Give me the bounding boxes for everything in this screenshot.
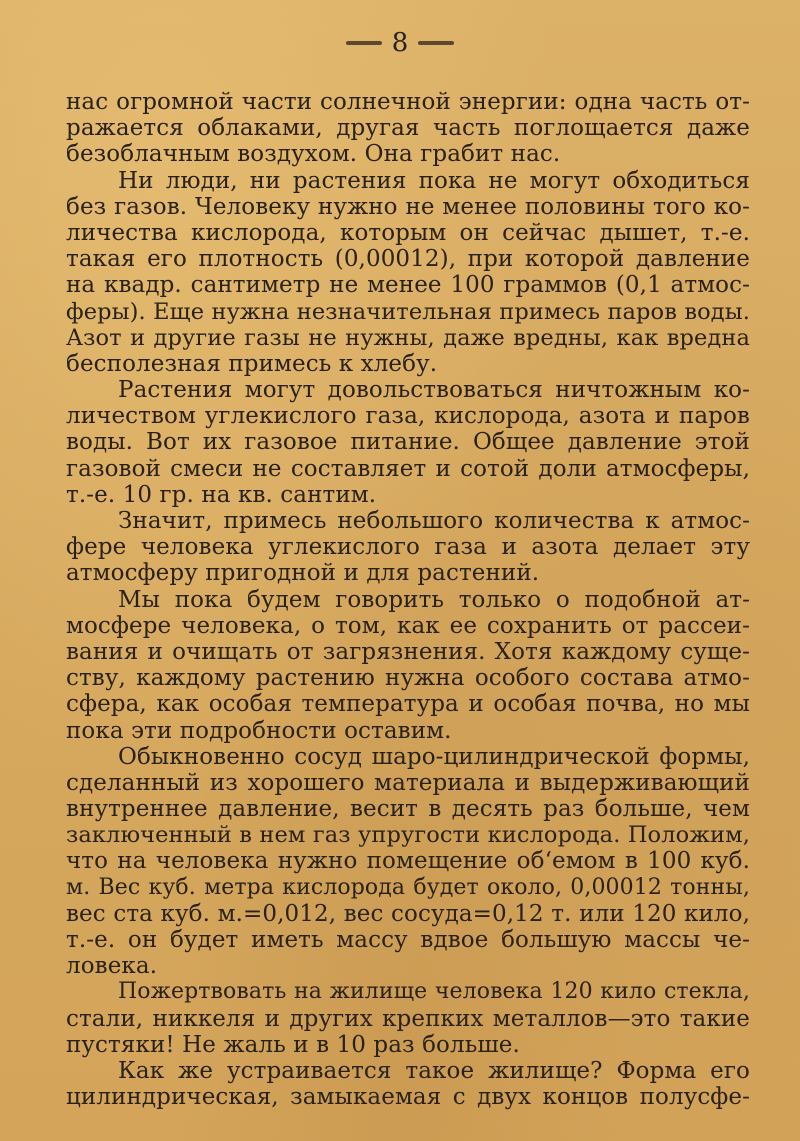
page-header	[0, 28, 800, 58]
text-line: Как же устраивается такое жилище? Форма его	[118, 1057, 750, 1084]
text-line: что на человека нужно помещение об‘емом в 100 куб.	[66, 848, 750, 875]
text-line: сделанный из хорошего материала и выдерживающий	[66, 769, 750, 796]
text-line: заключенный в нем газ упругости кислорода. Положим,	[66, 822, 750, 849]
text-line: внутреннее давление, весит в десять раз больше, чем	[66, 796, 750, 823]
text-line: Мы пока будем говорить только о подобной ат-	[118, 586, 750, 613]
text-line: цилиндрическая, замыкаемая с двух концов полусфе-	[66, 1084, 750, 1111]
text-line: фере человека углекислого газа и азота делает эту	[66, 534, 750, 561]
text-line: мосфере человека, о том, как ее сохранить от рассеи-	[66, 612, 750, 639]
text-line: пока эти подробности оставим.	[66, 717, 452, 744]
text-line: Ни люди, ни растения пока не могут обходиться	[118, 167, 750, 194]
text-line: сфера, как особая температура и особая почва, но мы	[66, 691, 750, 718]
text-line: т.-е. он будет иметь массу вдвое большую массы че-	[66, 927, 750, 953]
text-line: Пожертвовать на жилище человека 120 кило стекла,	[118, 979, 750, 1005]
text-line: личеством углекислого газа, кислорода, азота и паров	[66, 403, 750, 430]
text-line: личества кислорода, которым он сейчас дышет, т.-е.	[66, 219, 750, 246]
text-line: феры). Еще нужна незначительная примесь паров воды.	[66, 298, 750, 325]
text-line: т.-е. 10 гр. на кв. сантим.	[66, 481, 377, 508]
page-number: 8	[391, 28, 409, 58]
text-line: ловека.	[66, 953, 158, 980]
text-line: без газов. Человеку нужно не менее половины того ко-	[66, 193, 750, 220]
left-dash-ornament	[346, 41, 382, 45]
text-line: атмосферу пригодной и для растений.	[66, 560, 540, 587]
text-line: стали, никкеля и других крепких металлов—это такие	[66, 1005, 750, 1032]
text-line: воды. Вот их газовое питание. Общее давление этой	[66, 429, 750, 456]
text-line: Растения могут довольствоваться ничтожным ко-	[118, 377, 750, 404]
text-line: ражается облаками, другая часть поглощается даже	[66, 115, 750, 142]
text-line: вес ста куб. м.=0,012, вес сосуда=0,12 т. или 120 кило,	[66, 900, 750, 927]
text-line: безоблачным воздухом. Она грабит нас.	[66, 141, 561, 168]
text-line: такая его плотность (0,00012), при которой давление	[66, 246, 750, 273]
text-line: ству, каждому растению нужна особого состава атмо-	[66, 665, 750, 692]
text-line: вания и очищать от загрязнения. Хотя каждому суще-	[66, 638, 750, 665]
text-line: пустяки! Не жаль и в 10 раз больше.	[66, 1031, 520, 1058]
text-line: Азот и другие газы не нужны, даже вредны, как вредна	[66, 324, 750, 351]
body-text	[66, 89, 750, 1110]
text-line: м. Вес куб. метра кислорода будет около, 0,00012 тонны,	[66, 874, 750, 900]
text-line: Обыкновенно сосуд шаро-цилиндрической формы,	[118, 743, 750, 770]
text-line: газовой смеси не составляет и сотой доли атмосферы,	[66, 455, 750, 482]
text-line: бесполезная примесь к хлебу.	[66, 350, 438, 377]
text-line: на квадр. сантиметр не менее 100 граммов (0,1 атмос-	[66, 272, 750, 299]
right-dash-ornament	[418, 41, 454, 45]
text-line: нас огромной части солнечной энергии: одна часть от-	[66, 89, 750, 115]
text-line: Значит, примесь небольшого количества к атмос-	[118, 508, 750, 534]
